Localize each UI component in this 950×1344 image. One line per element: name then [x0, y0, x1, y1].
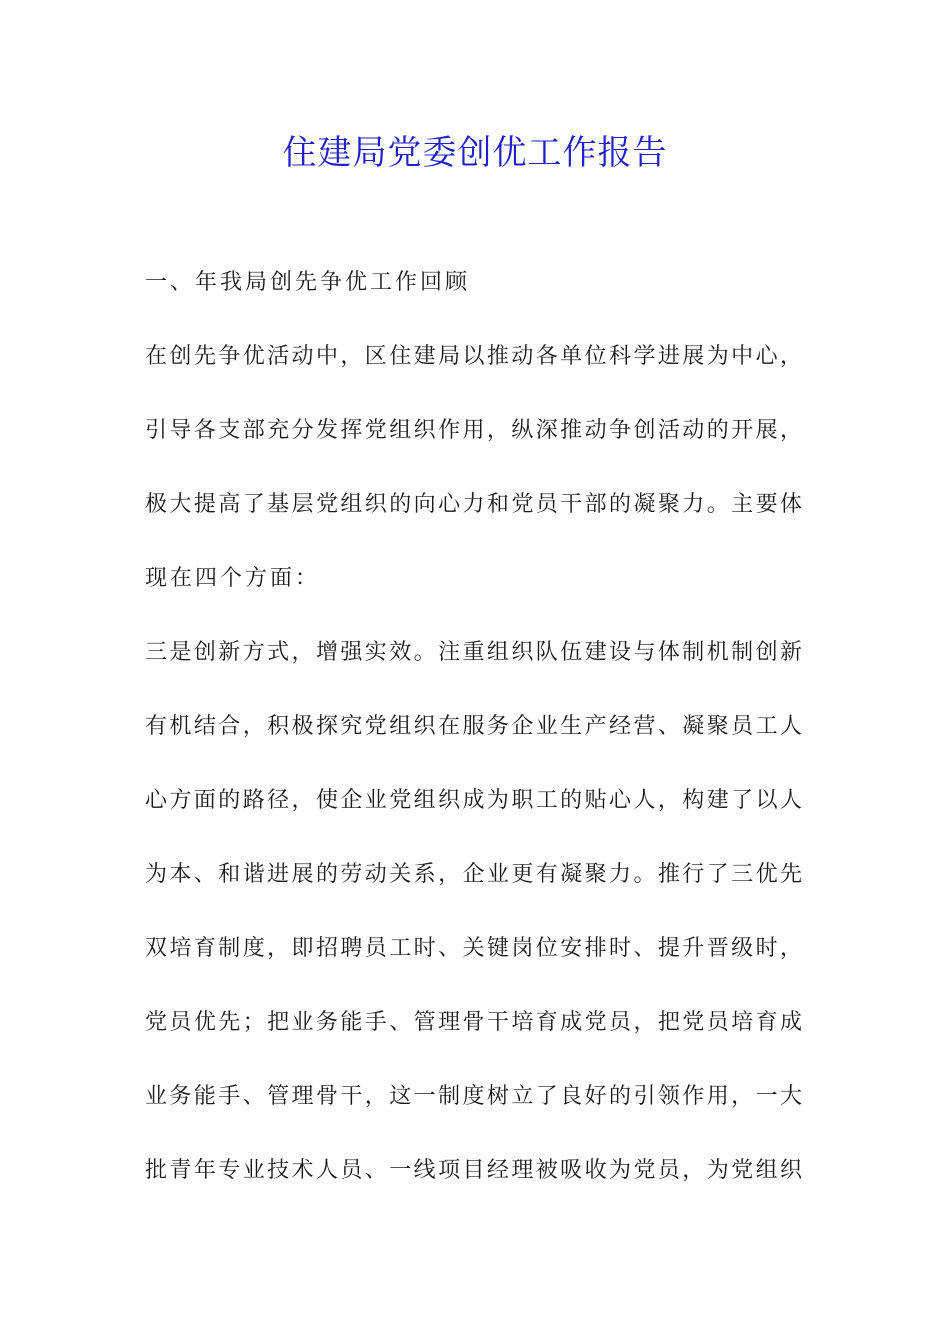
paragraph-line-11: 党员优先；把业务能手、管理骨干培育成党员，把党员培育成	[145, 1010, 802, 1035]
paragraph-line-6: 三是创新方式，增强实效。注重组织队伍建设与体制机制创新	[145, 640, 802, 665]
paragraph-line-8: 心方面的路径，使企业党组织成为职工的贴心人，构建了以人	[145, 788, 802, 813]
paragraph-line-7: 有机结合，积极探究党组织在服务企业生产经营、凝聚员工人	[145, 714, 802, 739]
document-title: 住建局党委创优工作报告	[282, 133, 668, 173]
paragraph-line-13: 批青年专业技术人员、一线项目经理被吸收为党员，为党组织	[145, 1158, 802, 1183]
paragraph-line-2: 在创先争优活动中，区住建局以推动各单位科学进展为中心，	[145, 344, 802, 369]
paragraph-line-12: 业务能手、管理骨干，这一制度树立了良好的引领作用，一大	[145, 1084, 802, 1109]
paragraph-line-5: 现在四个方面：	[145, 566, 321, 591]
paragraph-line-9: 为本、和谐进展的劳动关系，企业更有凝聚力。推行了三优先	[145, 862, 802, 887]
paragraph-line-3: 引导各支部充分发挥党组织作用，纵深推动争创活动的开展，	[145, 418, 802, 443]
paragraph-line-1: 一、年我局创先争优工作回顾	[145, 270, 471, 295]
paragraph-line-10: 双培育制度，即招聘员工时、关键岗位安排时、提升晋级时，	[145, 936, 802, 961]
document-body	[145, 264, 825, 1226]
paragraph-line-4: 极大提高了基层党组织的向心力和党员干部的凝聚力。主要体	[145, 492, 802, 517]
